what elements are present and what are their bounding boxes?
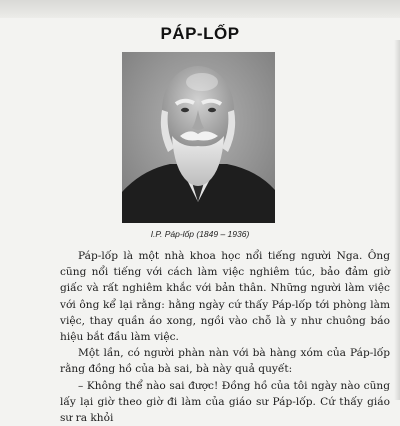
page-edge-shadow — [394, 40, 400, 400]
page-title: PÁP-LỐP — [160, 24, 240, 43]
portrait-photo — [122, 52, 275, 223]
portrait-caption: I.P. Páp-lốp (1849 – 1936) — [150, 229, 250, 239]
paragraph: Páp-lốp là một nhà khoa học nổi tiếng người Nga. Ông cũng nổi tiếng với cách làm việc nghiêm túc, bảo đảm giờ giấc và rất nghiêm khắc với bản thân. Những người làm việc với ông kể lại rằng: hằng ngày cứ thấy Páp-lốp tới phòng làm việc, thay quần áo xong, ngồi vào chỗ là y như chuông báo hiệu bắt đầu làm việc. — [60, 250, 390, 344]
page-top-shadow — [0, 0, 400, 18]
paragraph: Một lần, có người phàn nàn với bà hàng xóm của Páp-lốp rằng đồng hồ của bà sai, bà này quả quyết: — [60, 347, 390, 376]
paragraph: – Không thể nào sai được! Đồng hồ của tôi ngày nào cũng lấy lại giờ theo giờ đi làm của giáo sư Páp-lốp. Cứ thấy giáo sư ra khỏi — [60, 379, 390, 425]
article-body — [60, 248, 390, 426]
